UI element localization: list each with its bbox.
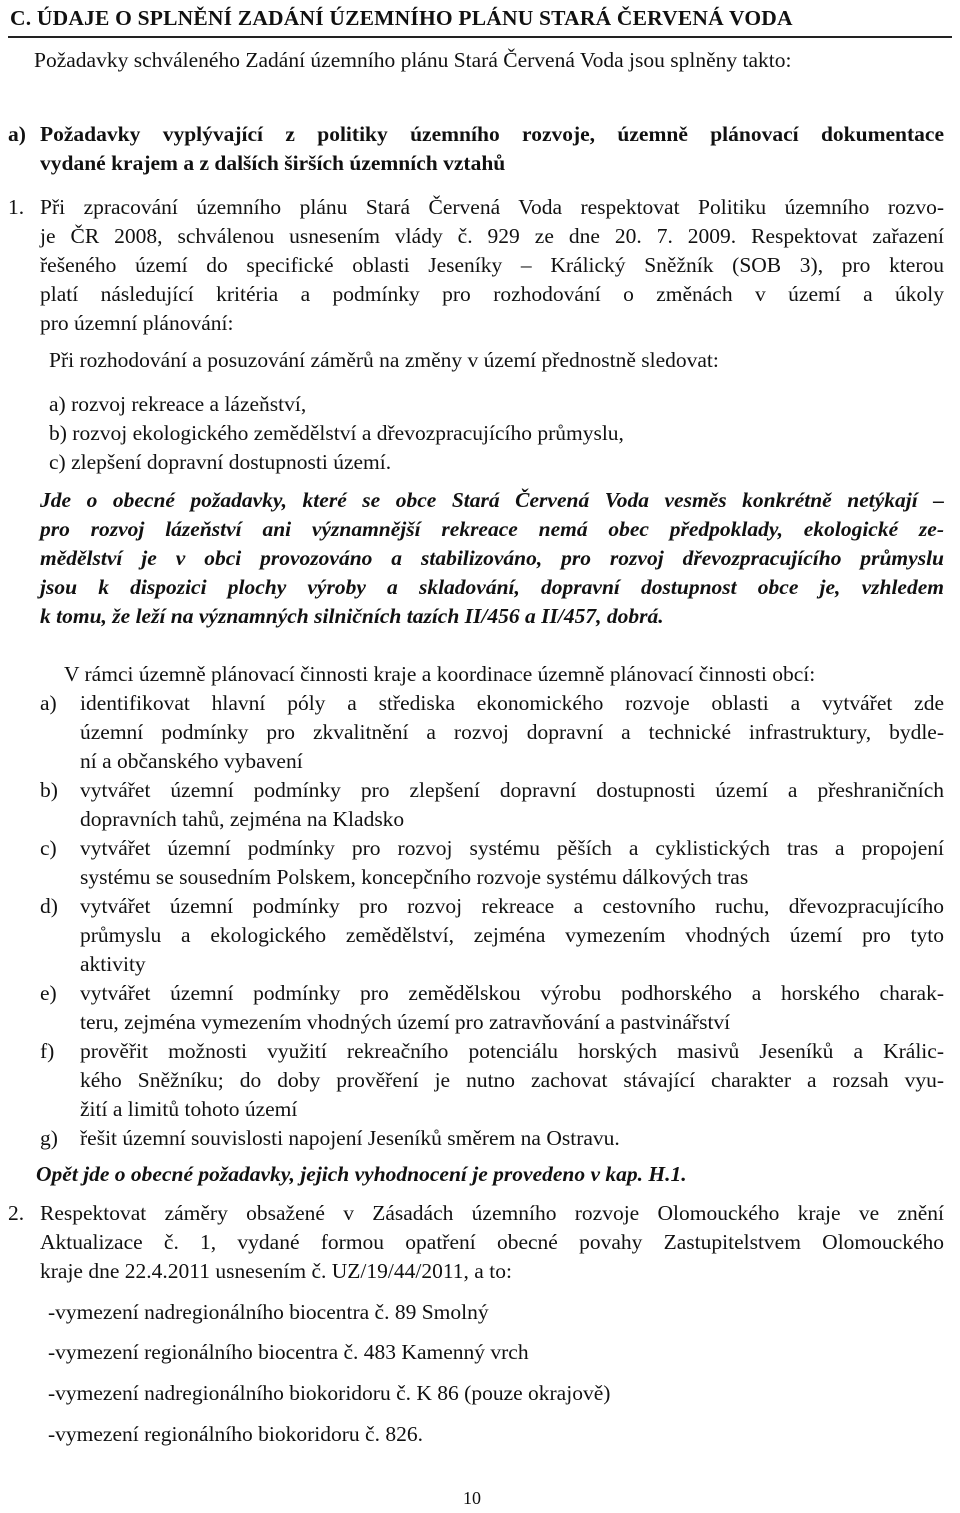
region-item-line: prověřit možnosti využití rekreačního potenciálu horských masivů Jeseníků a Králic- — [80, 1039, 944, 1063]
item-2-line: kraje dne 22.4.2011 usnesením č. UZ/19/44/2011, a to: — [40, 1259, 512, 1283]
region-item-line: vytvářet územní podmínky pro rozvoj systému pěších a cyklistických tras a propojení — [80, 836, 944, 860]
region-intro: V rámci územně plánovací činnosti kraje a koordinace územně plánovací činnosti obcí: — [64, 662, 816, 686]
region-item-label: e) — [40, 981, 57, 1005]
item-1-number: 1. — [8, 195, 25, 219]
page-heading: C. ÚDAJE O SPLNĚNÍ ZADÁNÍ ÚZEMNÍHO PLÁNU STARÁ ČERVENÁ VODA — [10, 6, 793, 30]
item-2-dash-item: -vymezení nadregionálního biocentra č. 89 Smolný — [48, 1300, 489, 1324]
item-1-line: Při zpracování územního plánu Stará Červená Voda respektovat Politiku územního rozvo- — [40, 195, 944, 219]
section-a-title-line: Požadavky vyplývající z politiky územního rozvoje, územně plánovací dokumentace — [40, 122, 944, 146]
item-1-sub-intro: Při rozhodování a posuzování záměrů na změny v území přednostně sledovat: — [49, 348, 719, 372]
region-item-line: územní podmínky pro zkvalitnění a rozvoj dopravní a technické infrastruktury, bydle- — [80, 720, 944, 744]
item-2-line: Aktualizace č. 1, vydané formou opatření obecné povahy Zastupitelstvem Olomouckého — [40, 1230, 944, 1254]
item-2-line: Respektovat záměry obsažené v Zásadách územního rozvoje Olomouckého kraje ve znění — [40, 1201, 944, 1225]
section-a-label: a) — [8, 122, 26, 146]
item-1-line: platí následující kritéria a podmínky pro rozhodování o změnách v území a úkoly — [40, 282, 944, 306]
page-number: 10 — [463, 1488, 481, 1508]
item-1-sub-item: a) rozvoj rekreace a lázeňství, — [49, 392, 307, 416]
region-item-label: b) — [40, 778, 58, 802]
item-2-dash-item: -vymezení nadregionálního biokoridoru č. K 86 (pouze okrajově) — [48, 1381, 611, 1405]
region-item-label: c) — [40, 836, 57, 860]
item-2-number: 2. — [8, 1201, 25, 1225]
item-1-sub-item: c) zlepšení dopravní dostupnosti území. — [49, 450, 392, 474]
intro-text: Požadavky schváleného Zadání územního plánu Stará Červená Voda jsou splněny takto: — [34, 48, 792, 72]
region-item-label: g) — [40, 1126, 58, 1150]
item-1-assessment-line: jsou k dispozici plochy výroby a skladování, dopravní dostupnost obce je, vzhledem — [40, 575, 944, 599]
region-item-line: řešit územní souvislosti napojení Jeseníků směrem na Ostravu. — [80, 1126, 620, 1150]
region-item-line: žití a limitů tohoto území — [80, 1097, 298, 1121]
item-1-line: pro územní plánování: — [40, 311, 234, 335]
item-1-line: je ČR 2008, schválenou usnesením vlády č. 929 ze dne 20. 7. 2009. Respektovat zařazení — [40, 224, 944, 248]
region-item-line: vytvářet územní podmínky pro zlepšení dopravní dostupnosti území a přeshraničních — [80, 778, 944, 802]
region-item-label: f) — [40, 1039, 55, 1063]
region-item-line: kého Sněžníku; do doby prověření je nutno zachovat stávající charakter a rozsah vyu- — [80, 1068, 944, 1092]
region-item-line: teru, zejména vymezením vhodných území pro zatravňování a pastvinářství — [80, 1010, 731, 1034]
item-1-assessment-line: k tomu, že leží na významných silničních tazích II/456 a II/457, dobrá. — [40, 604, 664, 628]
region-assessment: Opět jde o obecné požadavky, jejich vyhodnocení je provedeno v kap. H.1. — [36, 1162, 687, 1186]
region-item-label: a) — [40, 691, 57, 715]
item-2-dash-item: -vymezení regionálního biokoridoru č. 826. — [48, 1422, 423, 1446]
item-1-assessment-line: mědělství je v obci provozováno a stabilizováno, pro rozvoj dřevozpracujícího průmyslu — [40, 546, 944, 570]
heading-rule — [8, 36, 952, 38]
region-item-line: vytvářet územní podmínky pro rozvoj rekreace a cestovního ruchu, dřevozpracujícího — [80, 894, 944, 918]
region-item-label: d) — [40, 894, 58, 918]
item-1-sub-item: b) rozvoj ekologického zemědělství a dřevozpracujícího průmyslu, — [49, 421, 624, 445]
item-2-dash-item: -vymezení regionálního biocentra č. 483 Kamenný vrch — [48, 1340, 529, 1364]
region-item-line: identifikovat hlavní póly a střediska ekonomického rozvoje oblasti a vytvářet zde — [80, 691, 944, 715]
item-1-assessment-line: Jde o obecné požadavky, které se obce Stará Červená Voda vesměs konkrétně netýkají – — [40, 488, 944, 512]
section-a-title-line: vydané krajem a z dalších širších územních vztahů — [40, 151, 506, 175]
region-item-line: aktivity — [80, 952, 146, 976]
item-1-line: řešeného území do specifické oblasti Jeseníky – Králický Sněžník (SOB 3), pro kterou — [40, 253, 944, 277]
region-item-line: ní a občanského vybavení — [80, 749, 303, 773]
region-item-line: dopravních tahů, zejména na Kladsko — [80, 807, 405, 831]
item-1-assessment-line: pro rozvoj lázeňství ani významnější rekreace nemá obec předpoklady, ekologické ze- — [40, 517, 944, 541]
region-item-line: systému se sousedním Polskem, koncepčního rozvoje systému dálkových tras — [80, 865, 749, 889]
region-item-line: vytvářet územní podmínky pro zemědělskou výrobu podhorského a horského charak- — [80, 981, 944, 1005]
region-item-line: průmyslu a ekologického zemědělství, zejména vymezením vhodných území pro tyto — [80, 923, 944, 947]
